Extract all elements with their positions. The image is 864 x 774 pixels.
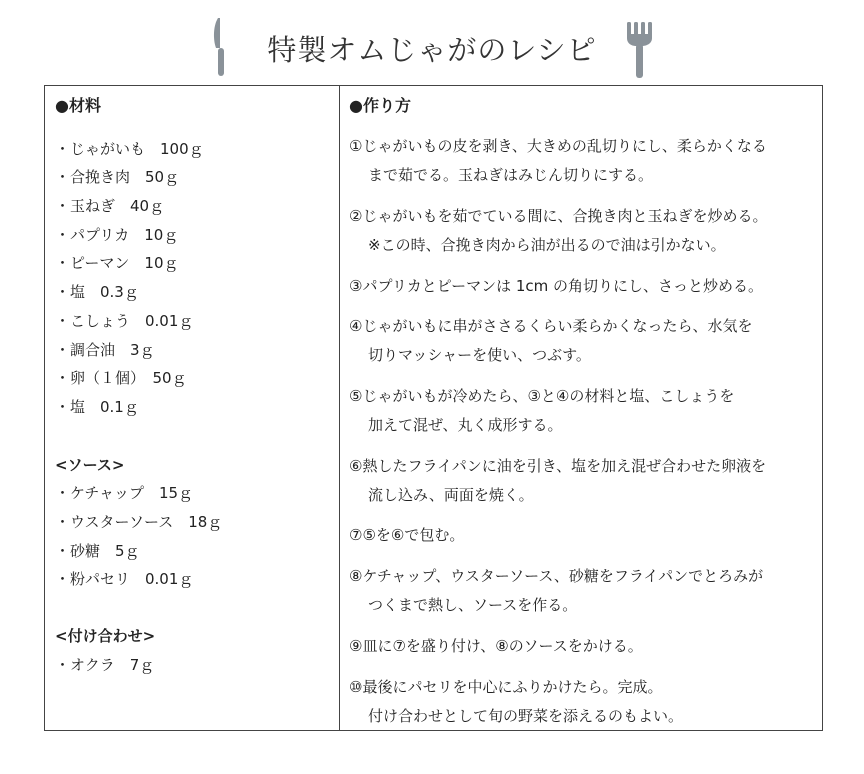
method-step	[349, 272, 763, 301]
step-line: つくまで熱し、ソースを作る。	[368, 596, 578, 614]
method-step	[349, 132, 767, 190]
step-line: ⑦⑤を⑥で包む。	[349, 526, 465, 544]
ingredient-item: ・塩 0.1ｇ	[55, 398, 139, 416]
ingredient-item: ・卵（１個） 50ｇ	[55, 369, 187, 387]
step-line: 切りマッシャーを使い、つぶす。	[368, 346, 591, 364]
garnish-heading: <付け合わせ>	[55, 627, 156, 645]
ingredient-item: ・塩 0.3ｇ	[55, 283, 139, 301]
method-step	[349, 521, 464, 550]
step-line: ⑥熱したフライパンに油を引き、塩を加え混ぜ合わせた卵液を	[349, 457, 767, 475]
step-line: 流し込み、両面を焼く。	[368, 486, 534, 504]
ingredient-item: ・調合油 3ｇ	[55, 341, 155, 359]
step-line: まで茹でる。玉ねぎはみじん切りにする。	[368, 166, 654, 184]
ingredient-item: ・パプリカ 10ｇ	[55, 226, 179, 244]
sauce-item: ・ケチャップ 15ｇ	[55, 484, 194, 502]
fork-icon	[624, 20, 654, 80]
page-title: 特製オムじゃがのレシピ	[267, 33, 597, 67]
sauce-item: ・粉パセリ 0.01ｇ	[55, 570, 194, 588]
step-line: 加えて混ぜ、丸く成形する。	[368, 416, 563, 434]
ingredient-item: ・ピーマン 10ｇ	[55, 254, 179, 272]
step-line: ⑧ケチャップ、ウスターソース、砂糖をフライパンでとろみが	[349, 567, 764, 585]
step-line: ※この時、合挽き肉から油が出るので油は引かない。	[368, 236, 726, 254]
step-line: ②じゃがいもを茹でている間に、合挽き肉と玉ねぎを炒める。	[349, 207, 768, 225]
ingredient-item: ・じゃがいも 100ｇ	[55, 140, 204, 158]
step-line: 付け合わせとして旬の野菜を添えるのもよい。	[368, 707, 684, 725]
ingredient-item: ・玉ねぎ 40ｇ	[55, 197, 165, 215]
sauce-heading: <ソース>	[55, 456, 125, 474]
recipe-table	[44, 85, 823, 731]
step-line: ⑩最後にパセリを中心にふりかけたら。完成。	[349, 678, 663, 696]
sauce-item: ・ウスターソース 18ｇ	[55, 513, 223, 531]
method-step	[349, 382, 734, 440]
method-step	[349, 632, 643, 661]
method-step	[349, 452, 766, 510]
ingredient-item: ・こしょう 0.01ｇ	[55, 312, 194, 330]
step-line: ①じゃがいもの皮を剥き、大きめの乱切りにし、柔らかくなる	[349, 137, 767, 155]
step-line: ⑤じゃがいもが冷めたら、③と④の材料と塩、こしょうを	[349, 387, 735, 405]
method-step	[349, 312, 752, 370]
step-line: ④じゃがいもに串がささるくらい柔らかくなったら、水気を	[349, 317, 753, 335]
ingredients-heading: ●材料	[55, 96, 101, 115]
garnish-item: ・オクラ 7ｇ	[55, 656, 155, 674]
sauce-item: ・砂糖 5ｇ	[55, 542, 140, 560]
method-step	[349, 673, 683, 731]
method-step	[349, 562, 763, 620]
ingredient-item: ・合挽き肉 50ｇ	[55, 168, 180, 186]
step-line: ⑨皿に⑦を盛り付け、⑧のソースをかける。	[349, 637, 643, 655]
method-step	[349, 202, 767, 260]
method-heading: ●作り方	[349, 96, 411, 115]
column-divider	[339, 86, 340, 730]
title-row	[0, 16, 864, 80]
step-line: ③パプリカとピーマンは 1cm の角切りにし、さっと炒める。	[349, 277, 764, 295]
